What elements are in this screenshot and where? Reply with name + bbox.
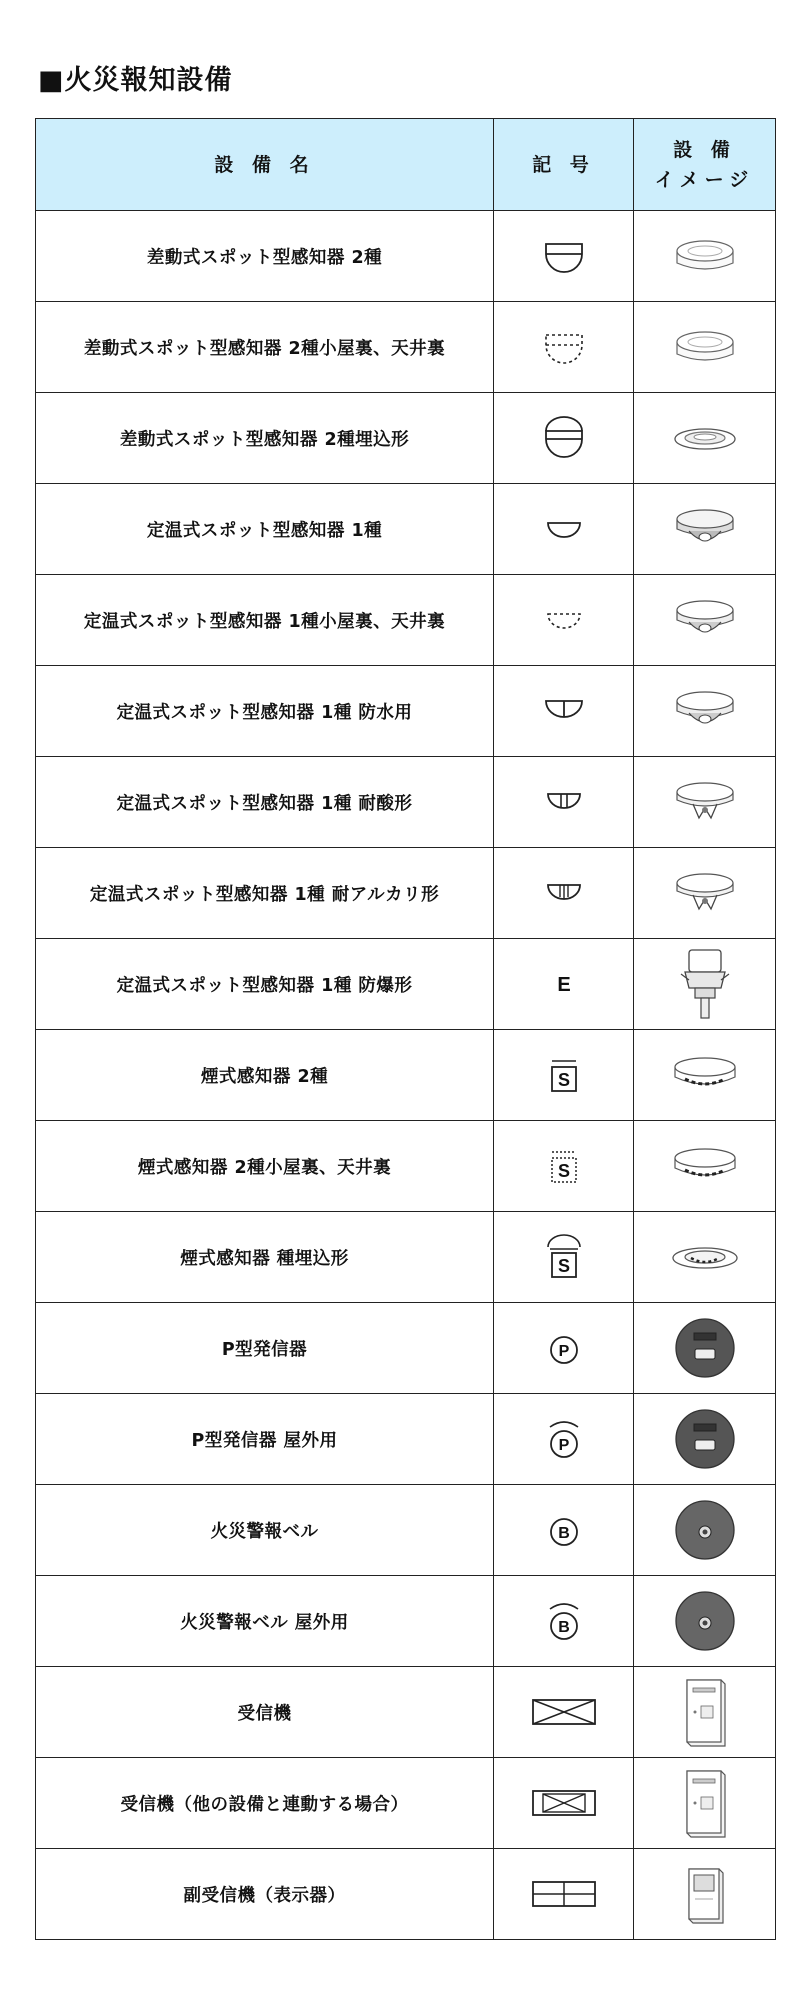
- table-row: [36, 939, 776, 1030]
- equipment-name: 差動式スポット型感知器 2種小屋裏、天井裏: [36, 302, 494, 393]
- heat-detector-icon: [665, 683, 745, 739]
- symbol-cell: [494, 848, 634, 939]
- image-cell: [634, 1394, 776, 1485]
- half-circle-three-lines-icon: [542, 873, 586, 913]
- table-row: [36, 1758, 776, 1849]
- control-panel-icon: [665, 1672, 745, 1752]
- image-cell: [634, 211, 776, 302]
- table-row: [36, 302, 776, 393]
- image-cell: [634, 1758, 776, 1849]
- equipment-table: [35, 118, 776, 1940]
- boxed-s-embedded-icon: [542, 1231, 586, 1283]
- equipment-name: 煙式感知器 2種: [36, 1030, 494, 1121]
- alarm-bell-icon: [665, 1495, 745, 1565]
- boxed-s-icon: [542, 1053, 586, 1097]
- circled-b-icon: [542, 1508, 586, 1552]
- equipment-name: 定温式スポット型感知器 1種小屋裏、天井裏: [36, 575, 494, 666]
- equipment-name: 火災警報ベル: [36, 1485, 494, 1576]
- symbol-letter: P: [558, 1343, 569, 1360]
- image-cell: [634, 1485, 776, 1576]
- symbol-letter: P: [558, 1437, 569, 1454]
- box-x-icon: [529, 1694, 599, 1730]
- semicircle-dashed-icon: [542, 327, 586, 367]
- smoke-detector-icon: [665, 1049, 745, 1101]
- symbol-letter: B: [557, 1525, 570, 1542]
- half-circle-dashed-icon: [542, 600, 586, 640]
- table-row: [36, 1303, 776, 1394]
- header-symbol: 記 号: [494, 119, 634, 211]
- symbol-cell: [494, 757, 634, 848]
- header-image-line2: イメージ: [654, 168, 755, 191]
- equipment-name: 煙式感知器 2種小屋裏、天井裏: [36, 1121, 494, 1212]
- control-panel-icon: [665, 1763, 745, 1843]
- image-cell: [634, 1849, 776, 1940]
- symbol-cell: [494, 939, 634, 1030]
- image-cell: [634, 1030, 776, 1121]
- image-cell: [634, 848, 776, 939]
- equipment-name: 受信機: [36, 1667, 494, 1758]
- equipment-name: 煙式感知器 種埋込形: [36, 1212, 494, 1303]
- table-row: [36, 211, 776, 302]
- image-cell: [634, 393, 776, 484]
- alarm-bell-icon: [665, 1586, 745, 1656]
- box-quad-icon: [529, 1876, 599, 1912]
- symbol-cell: [494, 1030, 634, 1121]
- symbol-cell: [494, 393, 634, 484]
- image-cell: [634, 484, 776, 575]
- symbol-cell: [494, 1576, 634, 1667]
- header-image: [634, 119, 776, 211]
- symbol-cell: [494, 1394, 634, 1485]
- ceiling-detector-flat-icon: [665, 322, 745, 372]
- symbol-cell: [494, 1758, 634, 1849]
- image-cell: [634, 1121, 776, 1212]
- equipment-name: 受信機（他の設備と連動する場合）: [36, 1758, 494, 1849]
- table-row: [36, 848, 776, 939]
- symbol-cell: [494, 484, 634, 575]
- table-row: [36, 393, 776, 484]
- symbol-cell: [494, 1849, 634, 1940]
- header-name: 設 備 名: [36, 119, 494, 211]
- half-circle-divided-icon: [542, 691, 586, 731]
- image-cell: [634, 1576, 776, 1667]
- image-cell: [634, 575, 776, 666]
- explosion-proof-detector-icon: [665, 944, 745, 1024]
- symbol-cell: [494, 575, 634, 666]
- table-row: [36, 1485, 776, 1576]
- image-cell: [634, 666, 776, 757]
- circled-p-outdoor-icon: [542, 1415, 586, 1463]
- symbol-cell: [494, 1485, 634, 1576]
- table-row: [36, 1849, 776, 1940]
- symbol-letter: S: [557, 1161, 570, 1181]
- symbol-cell: [494, 1212, 634, 1303]
- equipment-name: 差動式スポット型感知器 2種埋込形: [36, 393, 494, 484]
- symbol-letter: S: [557, 1070, 570, 1090]
- semicircle-flat-top-icon: [542, 236, 586, 276]
- table-row: [36, 1576, 776, 1667]
- image-cell: [634, 1212, 776, 1303]
- half-circle-icon: [542, 509, 586, 549]
- equipment-name: 定温式スポット型感知器 1種 耐アルカリ形: [36, 848, 494, 939]
- symbol-cell: [494, 211, 634, 302]
- symbol-cell: [494, 302, 634, 393]
- equipment-name: 副受信機（表示器）: [36, 1849, 494, 1940]
- heat-detector-open-icon: [665, 865, 745, 921]
- heat-detector-open-icon: [665, 774, 745, 830]
- smoke-detector-flush-icon: [665, 1232, 745, 1282]
- equipment-name: 定温式スポット型感知器 1種 防爆形: [36, 939, 494, 1030]
- symbol-letter: S: [557, 1256, 570, 1276]
- symbol-cell: [494, 1121, 634, 1212]
- table-row: [36, 1394, 776, 1485]
- ceiling-detector-flat-icon: [665, 231, 745, 281]
- image-cell: [634, 1303, 776, 1394]
- table-row: [36, 1667, 776, 1758]
- symbol-cell: [494, 666, 634, 757]
- boxed-s-dashed-icon: [542, 1144, 586, 1188]
- semicircle-embedded-icon: [542, 415, 586, 461]
- table-row: [36, 575, 776, 666]
- table-row: [36, 1121, 776, 1212]
- equipment-name: 定温式スポット型感知器 1種: [36, 484, 494, 575]
- manual-call-point-icon: [665, 1404, 745, 1474]
- image-cell: [634, 302, 776, 393]
- sub-panel-icon: [665, 1859, 745, 1929]
- table-row: [36, 484, 776, 575]
- heat-detector-icon: [665, 592, 745, 648]
- symbol-letter: B: [557, 1619, 570, 1636]
- equipment-name: 定温式スポット型感知器 1種 耐酸形: [36, 757, 494, 848]
- equipment-name: 定温式スポット型感知器 1種 防水用: [36, 666, 494, 757]
- heat-detector-icon: [665, 501, 745, 557]
- equipment-name: P型発信器 屋外用: [36, 1394, 494, 1485]
- table-row: [36, 757, 776, 848]
- symbol-cell: [494, 1303, 634, 1394]
- half-circle-two-lines-icon: [542, 782, 586, 822]
- circled-b-outdoor-icon: [542, 1597, 586, 1645]
- table-row: [36, 1212, 776, 1303]
- image-cell: [634, 757, 776, 848]
- table-row: [36, 1030, 776, 1121]
- equipment-name: 火災警報ベル 屋外用: [36, 1576, 494, 1667]
- symbol-letter: E: [556, 974, 571, 996]
- manual-call-point-icon: [665, 1313, 745, 1383]
- circled-p-icon: [542, 1326, 586, 1370]
- image-cell: [634, 1667, 776, 1758]
- equipment-name: P型発信器: [36, 1303, 494, 1394]
- page-title: ■火災報知設備: [38, 65, 233, 96]
- ceiling-detector-flush-icon: [665, 413, 745, 463]
- symbol-cell: [494, 1667, 634, 1758]
- table-header-row: [36, 119, 776, 211]
- image-cell: [634, 939, 776, 1030]
- header-image-line1: 設 備: [673, 138, 736, 161]
- box-x-double-icon: [529, 1785, 599, 1821]
- equipment-name: 差動式スポット型感知器 2種: [36, 211, 494, 302]
- letter-e-symbol: [542, 964, 586, 1004]
- smoke-detector-icon: [665, 1140, 745, 1192]
- table-row: [36, 666, 776, 757]
